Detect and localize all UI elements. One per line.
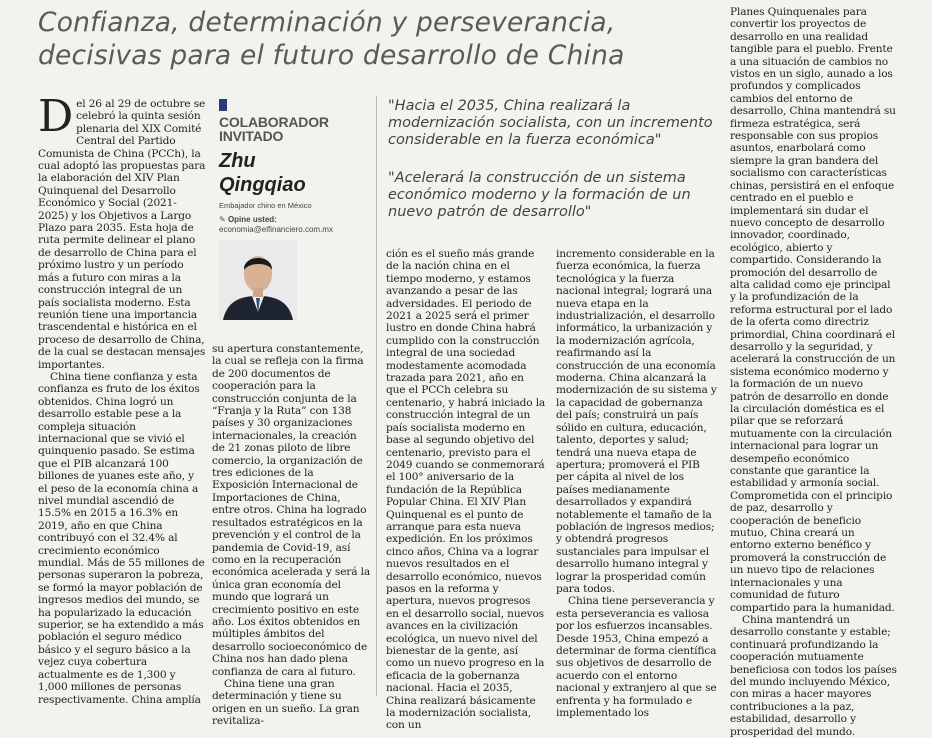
author-first-name: Zhu — [219, 150, 256, 172]
paragraph: su apertura constantemente, la cual se refleja con la firma de 200 documentos de cooperación para la construcción conjunta de la “Franja y la Ruta” con 138 países y 30 organizaciones internacionales, la creación de 21 zonas piloto de libre comercio, la organización de tres ediciones de la Exposición Internacional de Importaciones de China, entre otros. China ha logrado resultados estratégicos en la prevención y el control de la pandemia de Covid-19, así como en la recuperación económica acelerada y será la única gran economía del mundo que logrará un crecimiento positivo en este año. Los éxitos obtenidos en múltiples ámbitos del desarrollo socioeconómico de China nos han dado plena confianza de cara al futuro. — [212, 343, 371, 678]
dropcap: D — [38, 91, 74, 142]
article-column-1 — [38, 91, 206, 706]
author-name — [219, 149, 306, 197]
section-marker-icon — [219, 99, 227, 111]
column-divider — [376, 96, 377, 696]
article-column-2 — [212, 343, 370, 728]
paragraph — [38, 91, 206, 371]
paragraph: China mantendrá un desarrollo constante y estable; continuará profundizando la cooperación mutuamente beneficiosa con todos los países del mundo incluyendo México, con miras a hacer mayores contribuciones a la paz, estabilidad, desarrollo y prosperidad del mundo. — [730, 613, 897, 738]
author-title: Embajador chino en México — [219, 201, 312, 210]
pull-quote-1: "Hacia el 2035, China realizará la modernización socialista, con un incremento considerable en la fuerza económica" — [388, 98, 713, 148]
headline-line-2: decisivas para el futuro desarrollo de China — [38, 40, 625, 71]
headline — [38, 6, 718, 72]
paragraph: China tiene una gran determinación y tiene su origen en un sueño. La gran revitaliza- — [212, 677, 360, 728]
pencil-icon: ✎ — [219, 215, 226, 224]
author-portrait-icon — [219, 240, 297, 320]
author-contact — [219, 215, 333, 235]
pull-quote-2: "Acelerará la construcción de un sistema económico moderno y la formación de un nuevo patrón de desarrollo" — [388, 170, 691, 220]
opine-label: ✎ Opine usted: — [219, 215, 277, 224]
paragraph: China tiene confianza y esta confianza es fruto de los éxitos obtenidos. China logró un desarrollo estable pese a la compleja situación internacional que se vivió el quinquenio pasado. Se estima que el PIB alcanzará 100 billones de yuanes este año, y el peso de la economía china a nivel mundial ascendió de 15.5% en 2015 a 16.3% en 2019, año en que China contribuyó con el 32.4% al crecimiento económico mundial. Más de 55 millones de personas superaron la pobreza, se formó la mayor población de ingresos medios del mundo, se ha popularizado la educación superior, se ha extendido a más población el seguro médico básico y el seguro básico a la vejez cuya cobertura actualmente es de 1,300 y 1,000 millones de personas respectivamente. China amplía — [38, 370, 205, 706]
author-last-name: Qingqiao — [219, 174, 306, 196]
author-photo — [219, 240, 297, 320]
author-box — [210, 97, 366, 325]
article-column-4 — [556, 248, 719, 719]
paragraph-text: el 26 al 29 de octubre se celebró la quinta sesión plenaria del XIX Comité Central del Partido Comunista de China (PCCh), la cual adoptó las propuestas para la elaboración del XIV Plan Quinquenal del Desarrollo Económico y Social (2021-2025) y los Objetivos a Largo Plazo para 2035. Esta hoja de ruta permite delinear el plano de desarrollo de China para el próximo lustro y un período más a futuro con miras a la construcción integral de un país socialista moderno. Esta reunión tiene una importancia trascendental e histórica en el proceso de desarrollo de China, de la cual se destacan mensajes importantes. — [38, 98, 206, 371]
author-role: COLABORADOR INVITADO — [219, 114, 329, 144]
paragraph: incremento considerable en la fuerza económica, la fuerza tecnológica y la fuerza nacional integral; logrará una nueva etapa en la industrialización, el desarrollo informático, la urbanización y la modernización agrícola, reafirmando así la construcción de una economía moderna. China alcanzará la modernización de su sistema y la capacidad de gobernanza del país; construirá un país sólido en cultura, educación, talento, deportes y salud; tendrá una nueva etapa de apertura; promoverá el PIB per cápita al nivel de los países medianamente desarrollados y expandirá notablemente el tamaño de la población de ingresos medios; y obtendrá progresos sustanciales para impulsar el desarrollo humano integral y lograr la prosperidad común para todos. — [556, 248, 717, 595]
headline-line-1: Confianza, determinación y perseverancia, — [38, 7, 616, 38]
author-email[interactable]: economia@elfinanciero.com.mx — [219, 225, 333, 234]
article-column-5 — [730, 6, 898, 738]
paragraph: China tiene perseverancia y esta perseverancia es valiosa por los esfuerzos incansables. Desde 1953, China empezó a determinar de forma científica sus objetivos de desarrollo de acuerdo con el entorno nacional y extranjero al que se enfrenta y ha formulado e implementado los — [556, 595, 717, 720]
paragraph: ción es el sueño más grande de la nación china en el tiempo moderno, y estamos avanzando a pesar de las adversidades. El periodo de 2021 a 2025 será el primer lustro en donde China habrá cumplido con la construcción integral de una sociedad modestamente acomodada trazada para 2021, año en que el PCCh celebra su centenario, y habrá iniciado la construcción integral de un país socialista moderno en base al segundo objetivo del centenario, previsto para el 2049 cuando se conmemorará el 100° aniversario de la fundación de la República Popular China. El XIV Plan Quinquenal es el punto de arranque para esta nueva expedición. En los próximos cinco años, China va a lograr nuevos resultados en el desarrollo económico, nuevos pasos en la reforma y apertura, nuevos progresos en el desarrollo social, nuevos avances en la civilización ecológica, un nuevo nivel del bienestar de la gente, así como un nuevo progreso en la eficacia de la gobernanza nacional. Hacia el 2035, China realizará básicamente la modernización socialista, con un — [386, 248, 546, 732]
paragraph: Planes Quinquenales para convertir los proyectos de desarrollo en una realidad tangible para el pueblo. Frente a una situación de cambios no vistos en un siglo, aunado a los profundos y complicados cambios del entorno de desarrollo, China mantendrá su firmeza estratégica, será responsable con sus propios asuntos, enarbolará como siempre la gran bandera del socialismo con características chinas, persistirá en el enfoque centrado en el pueblo e implementará sin dudar el nuevo concepto de desarrollo innovador, coordinado, ecológico, abierto y compartido. Considerando la promoción del desarrollo de alta calidad como eje principal y la profundización de la reforma estructural por el lado de la oferta como directriz primordial, China coordinará el desarrollo y la seguridad, y acelerará la construcción de un sistema económico moderno y la formación de un nuevo patrón de desarrollo en donde la circulación doméstica es el pilar que se reforzará mutuamente con la circulación internacional para lograr un desempeño económico constante que garantice la estabilidad y armonía social. Comprometida con el principio de paz, desarrollo y cooperación de beneficio mutuo, China creará un entorno externo benéfico y promoverá la construcción de un nuevo tipo de relaciones internacionales y una comunidad de futuro compartido para la humanidad. — [730, 6, 896, 614]
article-column-3 — [386, 248, 546, 732]
